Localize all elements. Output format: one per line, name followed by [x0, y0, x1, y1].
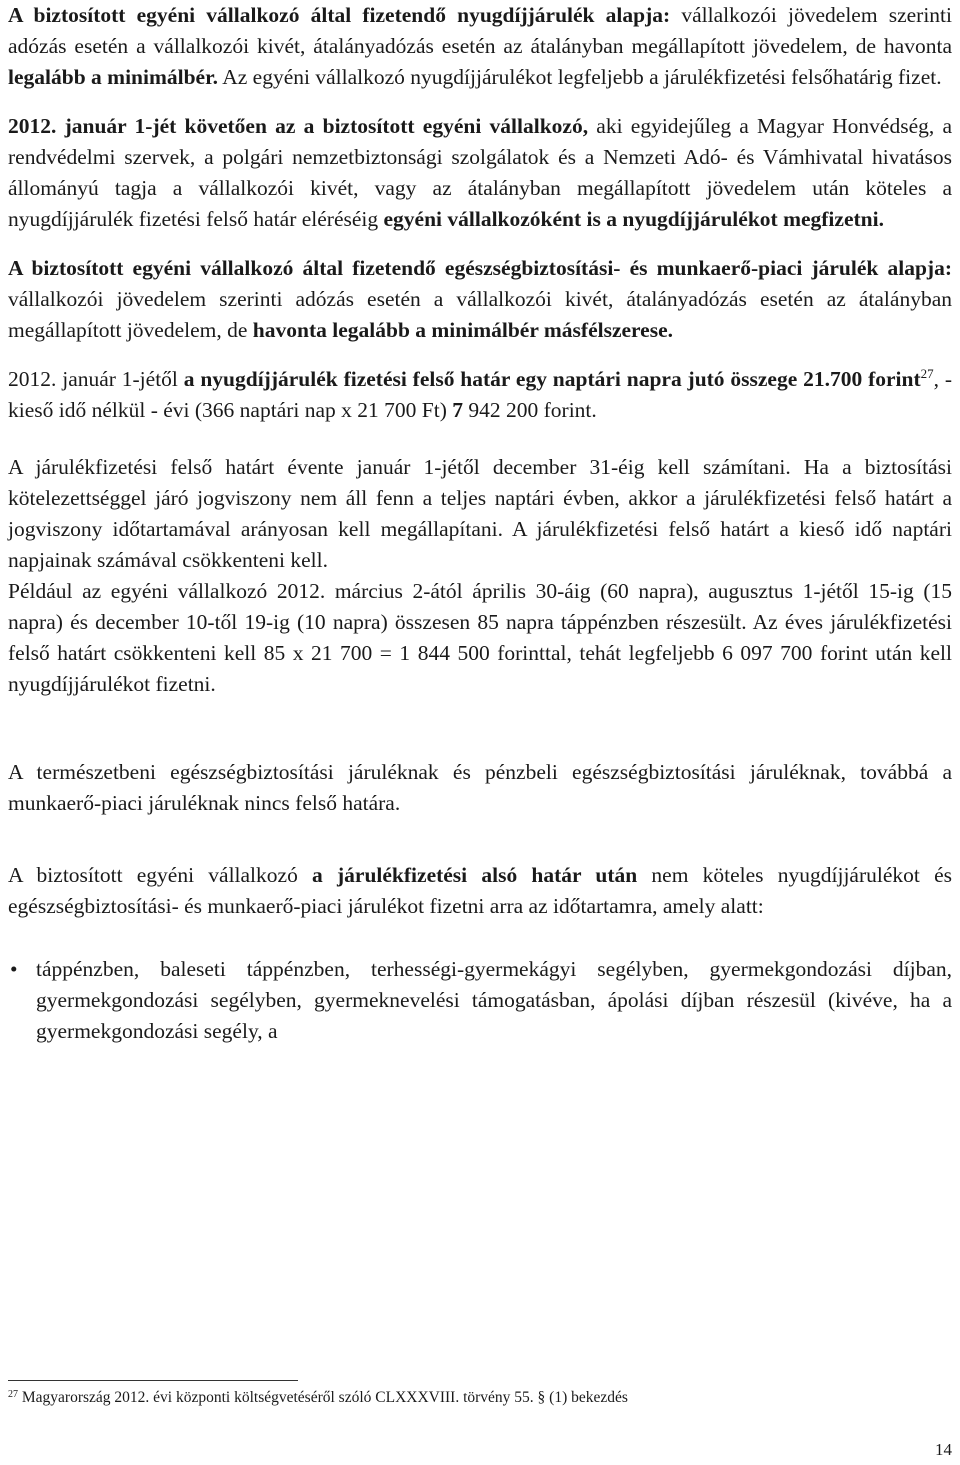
paragraph-upper-limit-daily-amount	[8, 364, 952, 426]
body-text: A biztosított egyéni vállalkozó	[8, 863, 313, 887]
bold-heading-text: 2012. január 1-jét követően az a biztosított egyéni vállalkozó,	[8, 114, 589, 138]
paragraph-2012-insured-entrepreneur	[8, 111, 952, 235]
document-page	[8, 0, 952, 1047]
footnote-separator	[8, 1380, 298, 1381]
body-text: 2012. január 1-jétől	[8, 367, 184, 391]
body-text: Például az egyéni vállalkozó 2012. március 2-ától április 30-áig (60 napra), augusztus 1-jétől 15-ig (15 napra) és december 10-től 19-ig (10 napra) összesen 85 napra táppénzben részesült. Az éves járulékfizetési felső határt csökkenteni kell 85 x 21 700 = 1 844 500 forinttal, tehát legfeljebb 6 097 700 forint után kell nyugdíjjárulékot fizetni.	[8, 579, 952, 696]
paragraph-no-upper-limit	[8, 757, 952, 819]
body-text: A természetbeni egészségbiztosítási járuléknak és pénzbeli egészségbiztosítási járuléknak, továbbá a munkaerő-piaci járuléknak nincs felső határa.	[8, 760, 952, 815]
paragraph-upper-limit-calculation	[8, 452, 952, 576]
body-text: Az egyéni vállalkozó nyugdíjjárulékot legfeljebb a járulékfizetési felsőhatárig fizet.	[218, 65, 942, 89]
bold-text: egyéni vállalkozóként is a nyugdíjjárulékot megfizetni.	[383, 207, 884, 231]
footnote-text: Magyarország 2012. évi központi költségvetéséről szóló CLXXXVIII. törvény 55. § (1) bekezdés	[18, 1389, 628, 1406]
paragraph-example	[8, 576, 952, 700]
list-item	[8, 954, 952, 1047]
body-text: 942 200 forint.	[463, 398, 597, 422]
page-number: 14	[935, 1440, 952, 1459]
bold-text: a járulékfizetési alsó határ után	[312, 863, 638, 887]
bold-text: legalább a minimálbér.	[8, 65, 219, 89]
body-text: vállalkozói jövedelem szerinti adózás esetén a vállalkozói kivét, átalányadózás esetén az átalányban megállapított jövedelem, de havonta	[8, 3, 952, 58]
bold-text: 7	[452, 398, 464, 422]
bold-heading-text: A biztosított egyéni vállalkozó által fizetendő nyugdíjjárulék alapja:	[8, 3, 671, 27]
paragraph-lower-limit	[8, 860, 952, 922]
body-text: nem köteles nyugdíjjárulékot és egészségbiztosítási- és munkaerő-piaci járulékot fizetni arra az időtartamra, amely alatt:	[8, 863, 952, 918]
body-text: A járulékfizetési felső határt évente január 1-jétől december 31-éig kell számítani. Ha a biztosítási kötelezettséggel járó jogviszony nem áll fenn a teljes naptári évben, akkor a járulékfizetési felső határt a jogviszony időtartamával arányosan kell megállapítani. A járulékfizetési felső határt a kieső idő naptári napjainak számával csökkenteni kell.	[8, 455, 952, 572]
bold-text: havonta legalább a minimálbér másfélszerese.	[252, 318, 674, 342]
bold-text: a nyugdíjjárulék fizetési felső határ egy naptári napra jutó összege 21.700 forint	[183, 367, 921, 391]
bullet-list	[8, 954, 952, 1047]
paragraph-pension-contribution-base	[8, 0, 952, 93]
list-item-text: táppénzben, baleseti táppénzben, terhességi-gyermekágyi segélyben, gyermekgondozási díjban, gyermekgondozási segélyben, gyermeknevelési támogatásban, ápolási díjban részesül (kivéve, ha a gyermekgondozási segély, a	[36, 957, 952, 1043]
body-text: , - kieső idő nélkül - évi (366 naptári nap x 21 700 Ft)	[8, 367, 952, 422]
paragraph-health-insurance-base	[8, 253, 952, 346]
bold-heading-text: A biztosított egyéni vállalkozó által fizetendő egészségbiztosítási- és munkaerő-piaci járulék alapja:	[8, 256, 952, 280]
bullet-icon: •	[10, 957, 18, 981]
body-text: vállalkozói jövedelem szerinti adózás esetén a vállalkozói kivét, átalányadózás esetén az átalányban megállapított jövedelem, de	[8, 287, 952, 342]
footnote	[8, 1388, 948, 1408]
body-text: aki egyidejűleg a Magyar Honvédség, a rendvédelmi szervek, a polgári nemzetbiztonsági szolgálatok és a Nemzeti Adó- és Vámhivatal hivatásos állományú tagja a vállalkozói kivét, vagy az átalányban megállapított jövedelem után köteles a nyugdíjjárulék fizetési felső határ eléréséig	[8, 114, 952, 231]
footnote-reference[interactable]: 27	[920, 366, 934, 381]
footnote-mark: 27	[8, 1389, 18, 1400]
